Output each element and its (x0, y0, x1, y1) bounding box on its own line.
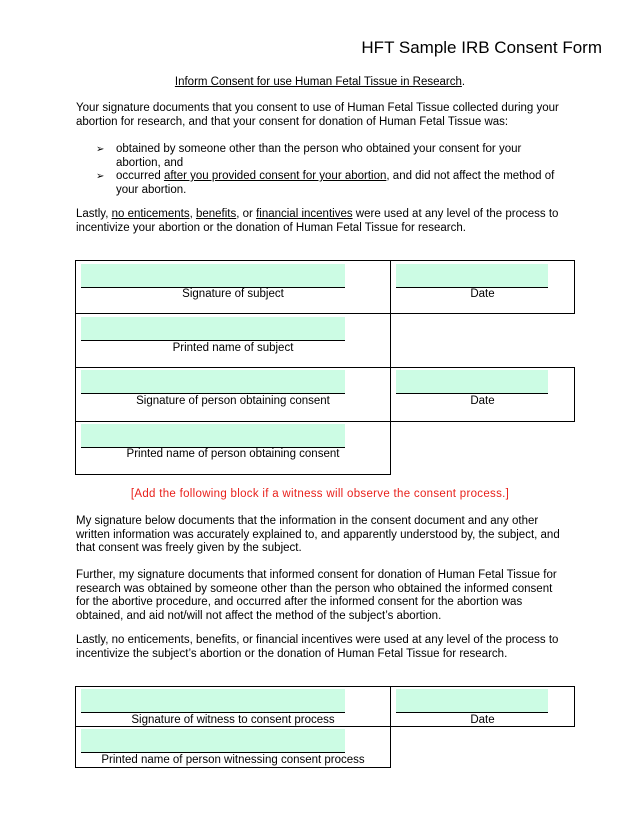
printed-witness-field[interactable] (81, 729, 345, 753)
document-subtitle (0, 76, 640, 88)
lastly-financial-incentives: financial incentives (256, 208, 353, 220)
list-item (96, 143, 566, 170)
witness-instruction-note: [Add the following block if a witness will observe the consent process.] (130, 488, 510, 500)
signature-obtainer-field[interactable] (81, 370, 345, 394)
date-field-1[interactable] (396, 264, 548, 288)
witness-paragraph-3: Lastly, no enticements, benefits, or financial incentives were used at any level of the process to incentivize the subject’s abortion or the donation of Human Fetal Tissue for research. (76, 634, 559, 660)
bullet-underlined: after you provided consent for your abortion (163, 170, 387, 182)
subtitle-tail: . (461, 76, 466, 88)
bullet-text: obtained by someone other than the person who obtained your consent for your abortion, and (116, 143, 522, 169)
lastly-suffix: were used at any level of the process to incentivize your abortion or the donation of Human Fetal Tissue for research. (76, 208, 559, 234)
signature-witness-field[interactable] (81, 689, 345, 713)
lastly-benefits: benefits (195, 208, 237, 220)
arrow-bullet-icon: ➢ (96, 144, 105, 155)
lastly-paragraph (76, 208, 566, 235)
signature-witness-label: Signature of witness to consent process (131, 714, 335, 726)
printed-subject-label: Printed name of subject (172, 342, 294, 354)
date-field-2[interactable] (396, 370, 548, 394)
bullet-suffix: , and did not affect the method of your abortion. (116, 170, 555, 196)
printed-witness-label: Printed name of person witnessing consent process (101, 754, 365, 766)
date-label-2: Date (470, 395, 495, 407)
date-label-1: Date (470, 288, 495, 300)
lastly-no-enticements: no enticements (111, 208, 190, 220)
page-title: HFT Sample IRB Consent Form (361, 38, 602, 57)
signature-subject-label: Signature of subject (182, 288, 284, 300)
printed-obtainer-field[interactable] (81, 424, 345, 448)
lastly-sep1: , (189, 208, 196, 220)
printed-obtainer-label: Printed name of person obtaining consent (126, 448, 340, 460)
signature-subject-field[interactable] (81, 264, 345, 288)
signature-obtainer-label: Signature of person obtaining consent (136, 395, 330, 407)
witness-paragraph-1: My signature below documents that the information in the consent document and any other written information was accurately explained to, and apparently understood by, the subject, and that consent was freely given by the subject. (76, 515, 560, 554)
lastly-sep2: , or (236, 208, 257, 220)
subtitle-text: Inform Consent for use Human Fetal Tissue in Research (174, 76, 462, 88)
witness-date-field[interactable] (396, 689, 548, 713)
arrow-bullet-icon: ➢ (96, 171, 105, 182)
witness-paragraph-2: Further, my signature documents that informed consent for donation of Human Fetal Tissue for research was obtained by someone other than the person who obtained the informed consent for the abortive procedure, and occurred after the informed consent for the abortion was obtained, and aid not/will not affect the method of the subject’s abortion. (76, 569, 557, 622)
consent-bullet-list (96, 143, 566, 197)
lastly-prefix: Lastly, (76, 208, 112, 220)
list-item (96, 170, 566, 197)
witness-date-label: Date (470, 714, 495, 726)
printed-subject-field[interactable] (81, 317, 345, 341)
bullet-prefix: occurred (116, 170, 164, 182)
intro-paragraph: Your signature documents that you consent to use of Human Fetal Tissue collected during your abortion for research, and that your consent for donation of Human Fetal Tissue was: (76, 102, 559, 128)
